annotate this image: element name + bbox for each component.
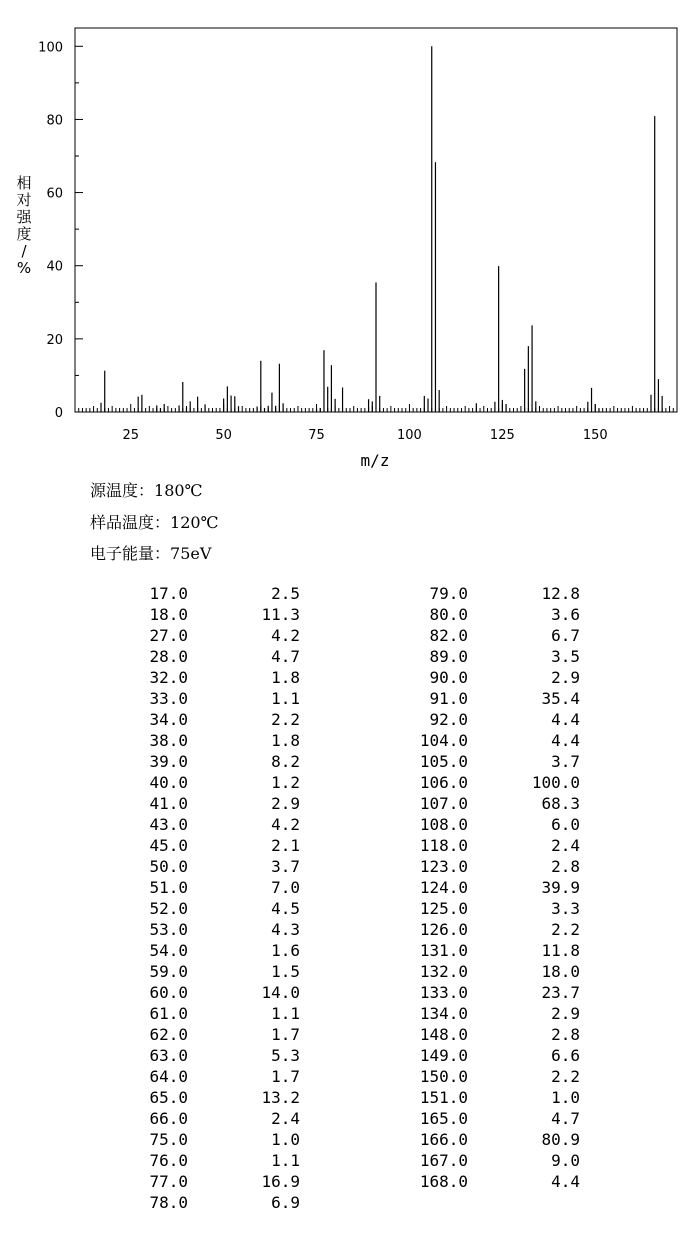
table-row [110,961,300,982]
mz-value: 150.0 [419,1067,468,1086]
peak-bars [101,46,662,412]
table-row [390,961,580,982]
mz-value: 167.0 [419,1151,468,1170]
table-row [110,856,300,877]
mz-value: 124.0 [419,878,468,897]
abundance-value: 1.2 [271,773,300,792]
abundance-value: 11.3 [261,605,300,624]
x-tick-label: 50 [215,428,232,443]
table-row [110,730,300,751]
abundance-value: 4.3 [271,920,300,939]
abundance-value: 1.1 [271,689,300,708]
abundance-value: 4.4 [551,710,580,729]
abundance-value: 1.1 [271,1151,300,1170]
abundance-value: 11.8 [541,941,580,960]
table-row [110,709,300,730]
table-row [390,667,580,688]
mz-value: 76.0 [149,1151,188,1170]
condition-value: 180℃ [154,481,203,500]
table-row [390,1045,580,1066]
abundance-value: 12.8 [541,584,580,603]
abundance-value: 1.1 [271,1004,300,1023]
condition-value: 75eV [170,544,212,563]
abundance-value: 5.3 [271,1046,300,1065]
mz-value: 66.0 [149,1109,188,1128]
abundance-value: 1.0 [551,1088,580,1107]
mz-value: 149.0 [419,1046,468,1065]
table-row [110,646,300,667]
abundance-value: 39.9 [541,878,580,897]
table-row [110,688,300,709]
table-row [110,1171,300,1192]
abundance-value: 100.0 [531,773,580,792]
table-row [390,1150,580,1171]
mz-value: 38.0 [149,731,188,750]
table-row [390,793,580,814]
mz-value: 134.0 [419,1004,468,1023]
table-row [390,772,580,793]
abundance-value: 35.4 [541,689,580,708]
mz-value: 166.0 [419,1130,468,1149]
mz-value: 79.0 [429,584,468,603]
abundance-value: 68.3 [541,794,580,813]
y-tick-label: 100 [38,40,63,56]
mz-value: 34.0 [149,710,188,729]
table-row [390,604,580,625]
table-row [110,1150,300,1171]
table-row [110,583,300,604]
condition-source-temp [90,478,202,501]
abundance-value: 4.2 [271,815,300,834]
abundance-value: 16.9 [261,1172,300,1191]
mz-value: 104.0 [419,731,468,750]
abundance-value: 3.7 [551,752,580,771]
x-tick-label: 100 [397,428,422,443]
abundance-value: 3.5 [551,647,580,666]
table-row [110,1129,300,1150]
mz-value: 33.0 [149,689,188,708]
abundance-value: 80.9 [541,1130,580,1149]
condition-label: 电子能量： [90,544,171,563]
abundance-value: 4.7 [271,647,300,666]
table-row [390,583,580,604]
mz-value: 126.0 [419,920,468,939]
abundance-value: 6.6 [551,1046,580,1065]
mz-value: 18.0 [149,605,188,624]
mz-value: 40.0 [149,773,188,792]
table-row [110,919,300,940]
mz-value: 41.0 [149,794,188,813]
abundance-value: 8.2 [271,752,300,771]
mz-value: 39.0 [149,752,188,771]
mz-value: 89.0 [429,647,468,666]
abundance-value: 4.2 [271,626,300,645]
abundance-value: 2.4 [551,836,580,855]
mz-value: 78.0 [149,1193,188,1212]
y-tick-label: 20 [46,332,63,348]
mz-value: 80.0 [429,605,468,624]
x-tick-label: 125 [489,428,515,443]
mass-spectrum-chart [0,0,692,470]
y-tick-label: 40 [46,259,63,275]
mz-value: 43.0 [149,815,188,834]
abundance-value: 2.2 [271,710,300,729]
abundance-value: 1.8 [271,731,300,750]
abundance-value: 2.9 [551,1004,580,1023]
mz-value: 148.0 [419,1025,468,1044]
abundance-value: 7.0 [271,878,300,897]
mz-value: 108.0 [419,815,468,834]
mz-value: 75.0 [149,1130,188,1149]
table-row [390,1024,580,1045]
table-row [110,1087,300,1108]
abundance-value: 1.8 [271,668,300,687]
abundance-value: 3.7 [271,857,300,876]
y-tick-label: 80 [46,113,63,129]
table-row [390,982,580,1003]
table-row [110,1003,300,1024]
table-row [110,877,300,898]
mz-value: 133.0 [419,983,468,1002]
x-tick-label: 150 [582,428,608,443]
abundance-value: 13.2 [261,1088,300,1107]
table-row [110,793,300,814]
abundance-value: 18.0 [541,962,580,981]
abundance-value: 2.8 [551,1025,580,1044]
table-row [110,1024,300,1045]
mz-value: 64.0 [149,1067,188,1086]
abundance-value: 2.2 [551,920,580,939]
abundance-value: 2.9 [551,668,580,687]
mz-value: 106.0 [419,773,468,792]
abundance-value: 4.4 [551,731,580,750]
abundance-value: 6.0 [551,815,580,834]
condition-label: 样品温度： [90,513,171,532]
abundance-value: 1.5 [271,962,300,981]
mz-value: 60.0 [149,983,188,1002]
table-row [390,1171,580,1192]
table-row [390,814,580,835]
table-row [110,982,300,1003]
mz-value: 123.0 [419,857,468,876]
table-row [110,940,300,961]
table-row [110,898,300,919]
mz-value: 105.0 [419,752,468,771]
mz-value: 92.0 [429,710,468,729]
abundance-value: 23.7 [541,983,580,1002]
abundance-value: 9.0 [551,1151,580,1170]
mz-value: 61.0 [149,1004,188,1023]
mz-value: 107.0 [419,794,468,813]
table-row [110,835,300,856]
abundance-value: 2.5 [271,584,300,603]
y-tick-label: 60 [46,186,63,202]
abundance-value: 2.8 [551,857,580,876]
table-row [390,1108,580,1129]
abundance-value: 1.6 [271,941,300,960]
condition-label: 源温度： [90,481,155,500]
abundance-value: 4.4 [551,1172,580,1191]
mz-value: 125.0 [419,899,468,918]
table-row [390,856,580,877]
mz-value: 165.0 [419,1109,468,1128]
x-tick-label: 25 [122,428,140,443]
abundance-value: 6.7 [551,626,580,645]
mz-value: 151.0 [419,1088,468,1107]
y-tick-label: 0 [54,406,63,421]
mz-value: 27.0 [149,626,188,645]
table-row [390,898,580,919]
mz-value: 63.0 [149,1046,188,1065]
peak-table-column-1 [110,583,300,1213]
abundance-value: 2.1 [271,836,300,855]
abundance-value: 3.3 [551,899,580,918]
peak-table-column-2 [390,583,580,1192]
table-row [390,646,580,667]
table-row [110,1108,300,1129]
table-row [110,1066,300,1087]
mz-value: 131.0 [419,941,468,960]
y-axis-ticks [38,40,83,421]
mz-value: 45.0 [149,836,188,855]
condition-sample-temp [90,510,218,533]
table-row [390,751,580,772]
abundance-value: 1.7 [271,1025,300,1044]
table-row [390,940,580,961]
table-row [390,1129,580,1150]
abundance-value: 1.7 [271,1067,300,1086]
mz-value: 65.0 [149,1088,188,1107]
abundance-value: 1.0 [271,1130,300,1149]
abundance-value: 6.9 [271,1193,300,1212]
table-row [390,877,580,898]
table-row [390,919,580,940]
abundance-value: 3.6 [551,605,580,624]
mz-value: 118.0 [419,836,468,855]
condition-electron-energy [90,541,211,564]
mz-value: 50.0 [149,857,188,876]
abundance-value: 2.4 [271,1109,300,1128]
abundance-value: 14.0 [261,983,300,1002]
x-tick-label: 75 [308,428,325,443]
mz-value: 132.0 [419,962,468,981]
table-row [390,1003,580,1024]
table-row [110,751,300,772]
mz-value: 53.0 [149,920,188,939]
abundance-value: 4.7 [551,1109,580,1128]
table-row [390,625,580,646]
x-axis-label: m/z [360,451,390,470]
table-row [110,814,300,835]
y-axis-label: 相对强度/ % [16,174,32,277]
mz-value: 32.0 [149,668,188,687]
table-row [390,730,580,751]
table-row [390,709,580,730]
abundance-value: 2.2 [551,1067,580,1086]
mz-value: 17.0 [149,584,188,603]
mz-value: 28.0 [149,647,188,666]
table-row [110,772,300,793]
condition-value: 120℃ [170,513,219,532]
table-row [110,667,300,688]
mz-value: 77.0 [149,1172,188,1191]
table-row [110,625,300,646]
abundance-value: 2.9 [271,794,300,813]
abundance-value: 4.5 [271,899,300,918]
table-row [390,1087,580,1108]
table-row [390,688,580,709]
mz-value: 91.0 [429,689,468,708]
mz-value: 168.0 [419,1172,468,1191]
table-row [110,604,300,625]
table-row [390,1066,580,1087]
table-row [110,1192,300,1213]
mz-value: 54.0 [149,941,188,960]
mz-value: 82.0 [429,626,468,645]
table-row [390,835,580,856]
mz-value: 52.0 [149,899,188,918]
mz-value: 59.0 [149,962,188,981]
table-row [110,1045,300,1066]
mz-value: 51.0 [149,878,188,897]
mz-value: 90.0 [429,668,468,687]
mz-value: 62.0 [149,1025,188,1044]
